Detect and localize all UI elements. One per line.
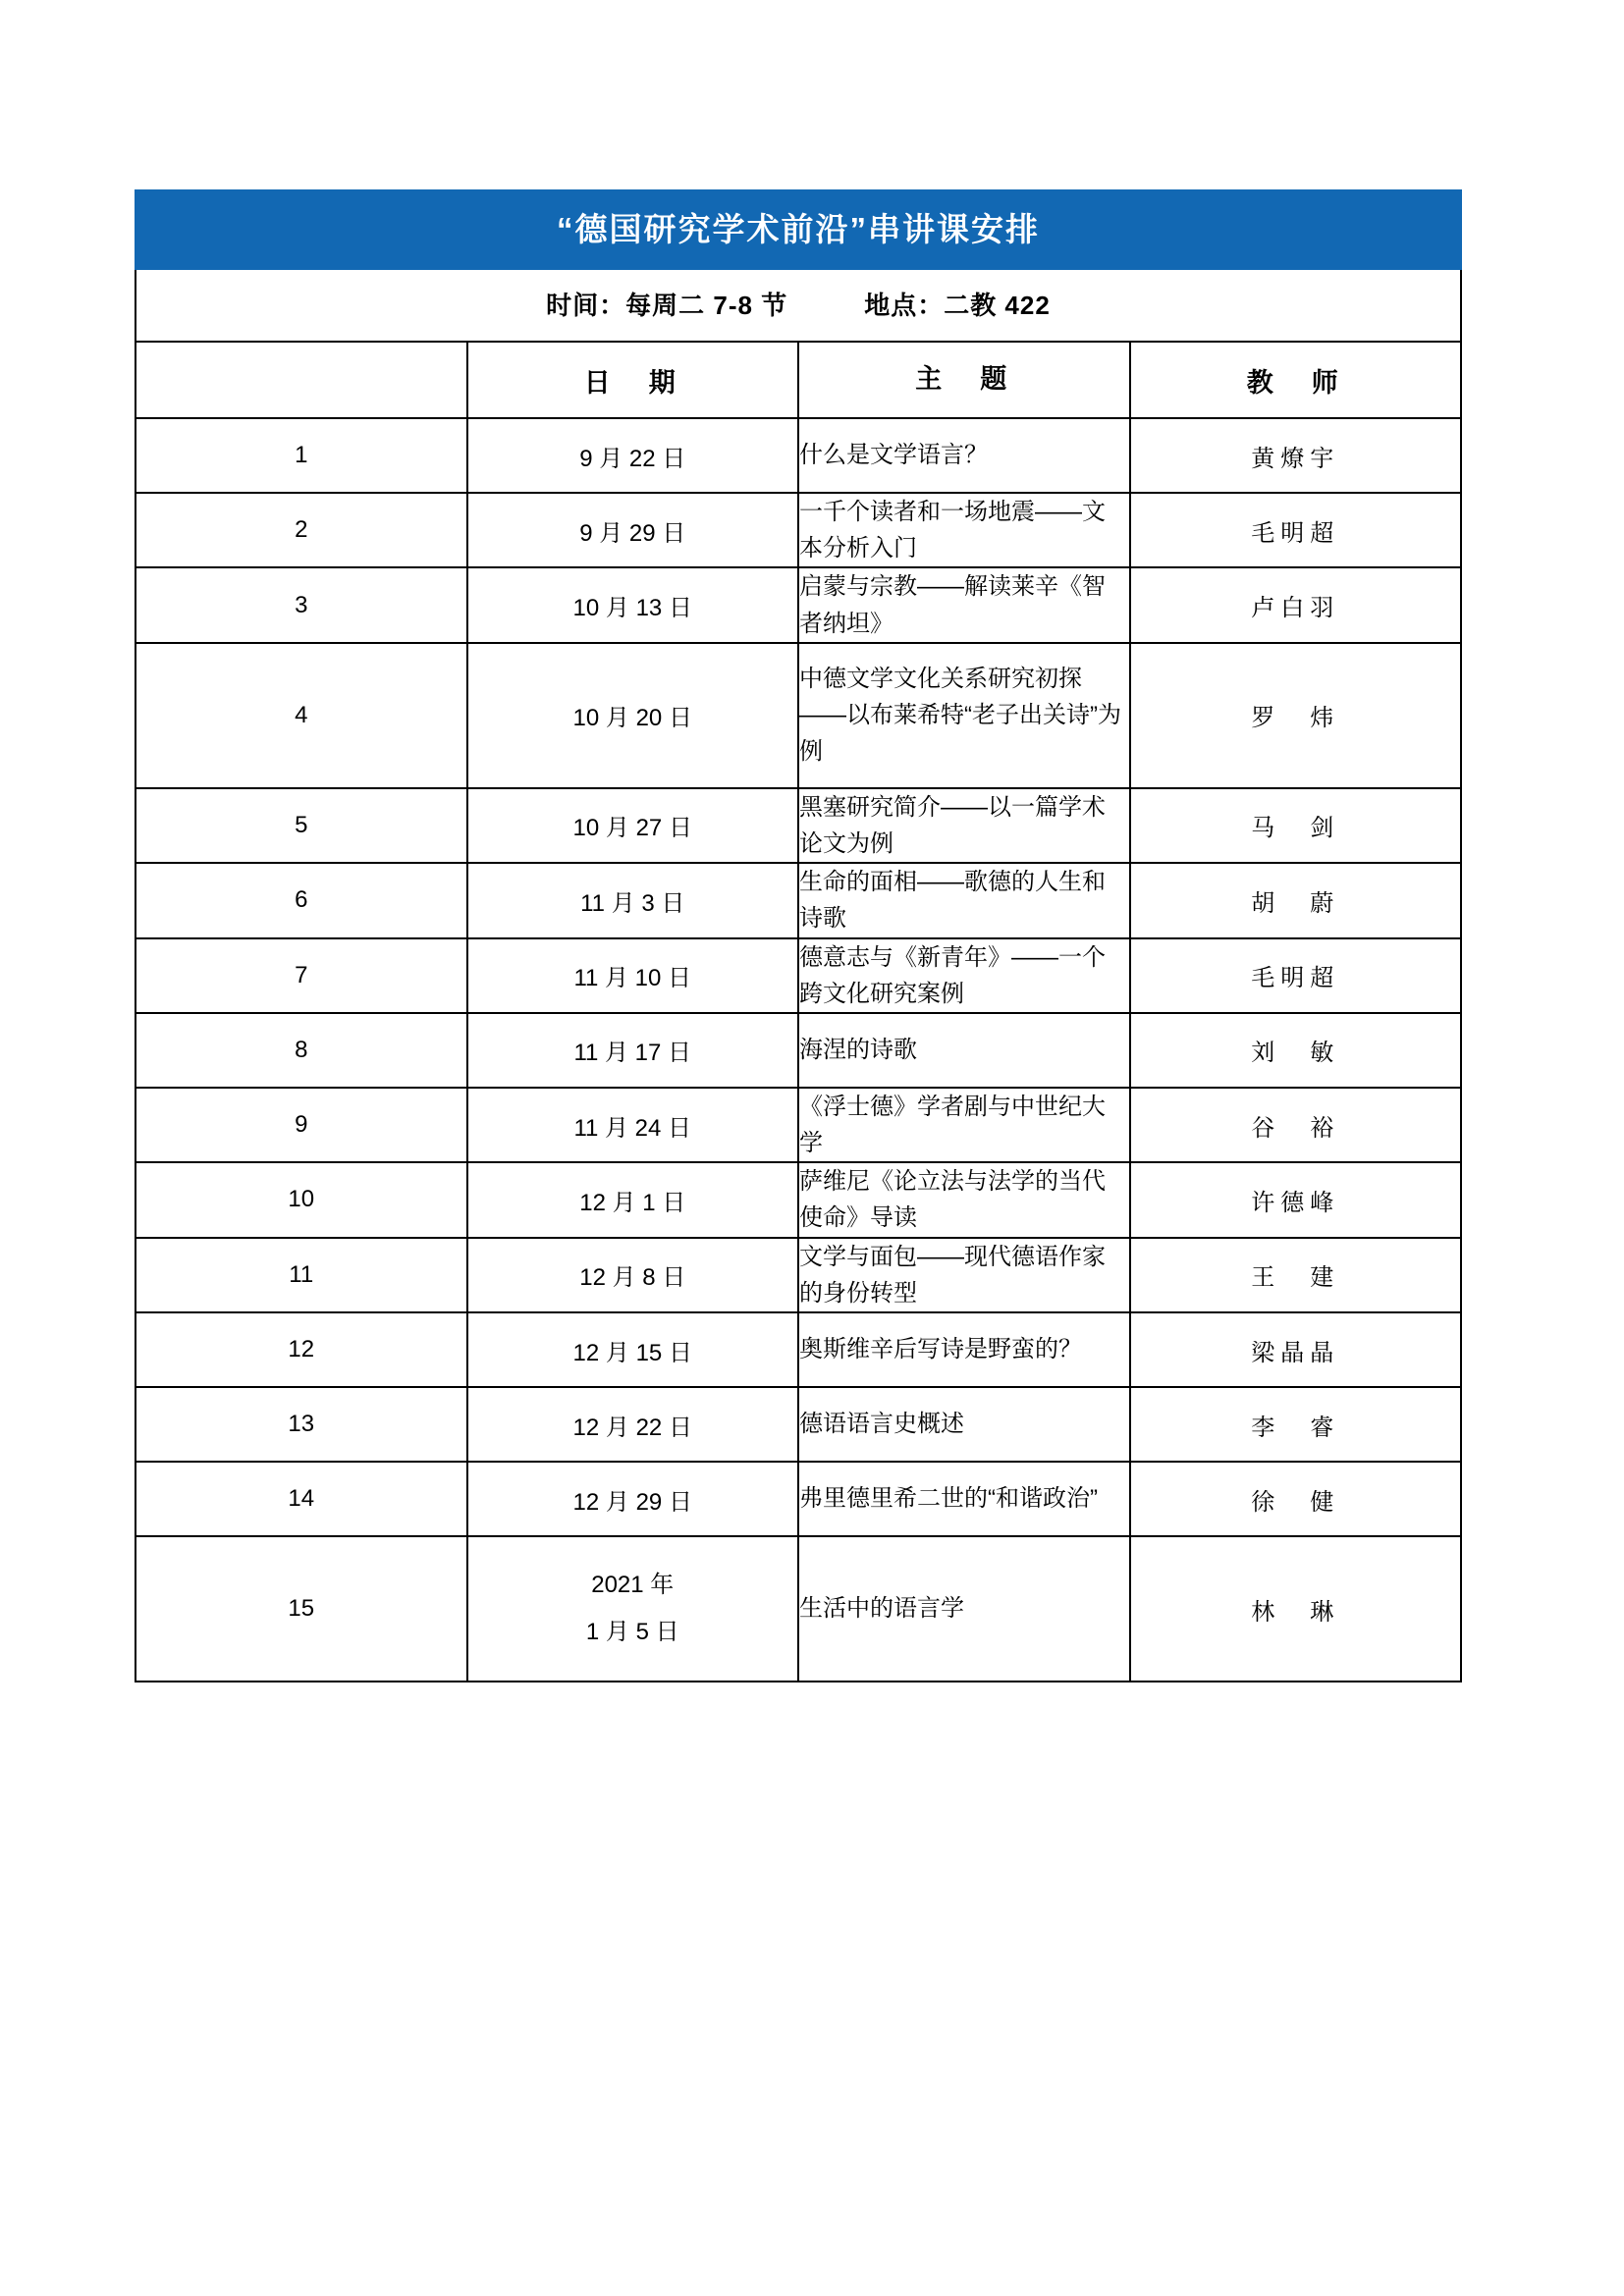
row-teacher: 王 建 — [1130, 1238, 1462, 1312]
table-row — [135, 1238, 1461, 1312]
row-date-stack — [468, 1562, 798, 1656]
row-date-line1: 2021 年 — [591, 1572, 675, 1598]
row-index: 13 — [135, 1387, 467, 1462]
row-teacher: 梁晶晶 — [1130, 1312, 1462, 1387]
title-row — [135, 190, 1461, 269]
table-header-row — [135, 342, 1461, 418]
row-teacher: 马 剑 — [1130, 788, 1462, 863]
table-row — [135, 938, 1461, 1013]
row-index: 7 — [135, 938, 467, 1013]
document-subtitle — [135, 269, 1461, 342]
row-teacher: 毛明超 — [1130, 493, 1462, 567]
row-topic: 生命的面相——歌德的人生和诗歌 — [798, 863, 1130, 937]
row-index: 5 — [135, 788, 467, 863]
row-date — [467, 1536, 799, 1682]
row-index: 14 — [135, 1462, 467, 1536]
row-date: 11 月 17 日 — [467, 1013, 799, 1088]
table-row — [135, 1312, 1461, 1387]
row-teacher: 卢白羽 — [1130, 567, 1462, 642]
row-date: 11 月 24 日 — [467, 1088, 799, 1162]
row-date: 9 月 29 日 — [467, 493, 799, 567]
table-row — [135, 863, 1461, 937]
row-teacher: 李 睿 — [1130, 1387, 1462, 1462]
row-date: 11 月 10 日 — [467, 938, 799, 1013]
row-topic: 德意志与《新青年》——一个跨文化研究案例 — [798, 938, 1130, 1013]
row-index: 3 — [135, 567, 467, 642]
row-date: 10 月 27 日 — [467, 788, 799, 863]
table-row — [135, 1088, 1461, 1162]
row-teacher: 毛明超 — [1130, 938, 1462, 1013]
row-date: 12 月 15 日 — [467, 1312, 799, 1387]
table-row — [135, 418, 1461, 493]
row-topic: 文学与面包——现代德语作家的身份转型 — [798, 1238, 1130, 1312]
table-row — [135, 1162, 1461, 1237]
row-index: 10 — [135, 1162, 467, 1237]
row-date: 10 月 20 日 — [467, 643, 799, 788]
schedule-table — [135, 189, 1462, 1682]
subtitle-place: 地点：二教 422 — [864, 291, 1051, 320]
row-date: 10 月 13 日 — [467, 567, 799, 642]
table-row — [135, 788, 1461, 863]
row-teacher: 罗 炜 — [1130, 643, 1462, 788]
row-index: 15 — [135, 1536, 467, 1682]
row-date: 12 月 29 日 — [467, 1462, 799, 1536]
row-index: 9 — [135, 1088, 467, 1162]
row-date: 11 月 3 日 — [467, 863, 799, 937]
table-row — [135, 1462, 1461, 1536]
table-row — [135, 567, 1461, 642]
table-row — [135, 493, 1461, 567]
row-topic: 德语语言史概述 — [798, 1387, 1130, 1462]
row-date: 9 月 22 日 — [467, 418, 799, 493]
row-teacher: 黄燎宇 — [1130, 418, 1462, 493]
row-date-line2: 1 月 5 日 — [585, 1619, 679, 1645]
row-teacher: 胡 蔚 — [1130, 863, 1462, 937]
row-index: 6 — [135, 863, 467, 937]
row-index: 1 — [135, 418, 467, 493]
row-teacher: 许德峰 — [1130, 1162, 1462, 1237]
row-teacher: 徐 健 — [1130, 1462, 1462, 1536]
row-topic: 什么是文学语言？ — [798, 418, 1130, 493]
header-topic: 主 题 — [798, 342, 1130, 418]
table-row — [135, 643, 1461, 788]
row-index: 4 — [135, 643, 467, 788]
subtitle-row — [135, 269, 1461, 342]
table-row — [135, 1013, 1461, 1088]
row-topic: 《浮士德》学者剧与中世纪大学 — [798, 1088, 1130, 1162]
header-date: 日 期 — [467, 342, 799, 418]
row-teacher: 林 琳 — [1130, 1536, 1462, 1682]
subtitle-time: 时间：每周二 7-8 节 — [546, 291, 788, 320]
row-index: 8 — [135, 1013, 467, 1088]
row-topic: 中德文学文化关系研究初探——以布莱希特“老子出关诗”为例 — [798, 643, 1130, 788]
document-title: “德国研究学术前沿”串讲课安排 — [135, 190, 1461, 269]
row-topic: 奥斯维辛后写诗是野蛮的？ — [798, 1312, 1130, 1387]
row-index: 11 — [135, 1238, 467, 1312]
header-teacher: 教 师 — [1130, 342, 1462, 418]
row-date: 12 月 22 日 — [467, 1387, 799, 1462]
table-row — [135, 1536, 1461, 1682]
row-topic: 黑塞研究简介——以一篇学术论文为例 — [798, 788, 1130, 863]
table-row — [135, 1387, 1461, 1462]
row-index: 12 — [135, 1312, 467, 1387]
row-topic: 生活中的语言学 — [798, 1536, 1130, 1682]
row-topic: 萨维尼《论立法与法学的当代使命》导读 — [798, 1162, 1130, 1237]
row-date: 12 月 1 日 — [467, 1162, 799, 1237]
header-index — [135, 342, 467, 418]
schedule-document — [135, 189, 1462, 1682]
row-teacher: 谷 裕 — [1130, 1088, 1462, 1162]
row-topic: 一千个读者和一场地震——文本分析入门 — [798, 493, 1130, 567]
row-index: 2 — [135, 493, 467, 567]
row-topic: 启蒙与宗教——解读莱辛《智者纳坦》 — [798, 567, 1130, 642]
row-date: 12 月 8 日 — [467, 1238, 799, 1312]
row-teacher: 刘 敏 — [1130, 1013, 1462, 1088]
row-topic: 弗里德里希二世的“和谐政治” — [798, 1462, 1130, 1536]
row-topic: 海涅的诗歌 — [798, 1013, 1130, 1088]
